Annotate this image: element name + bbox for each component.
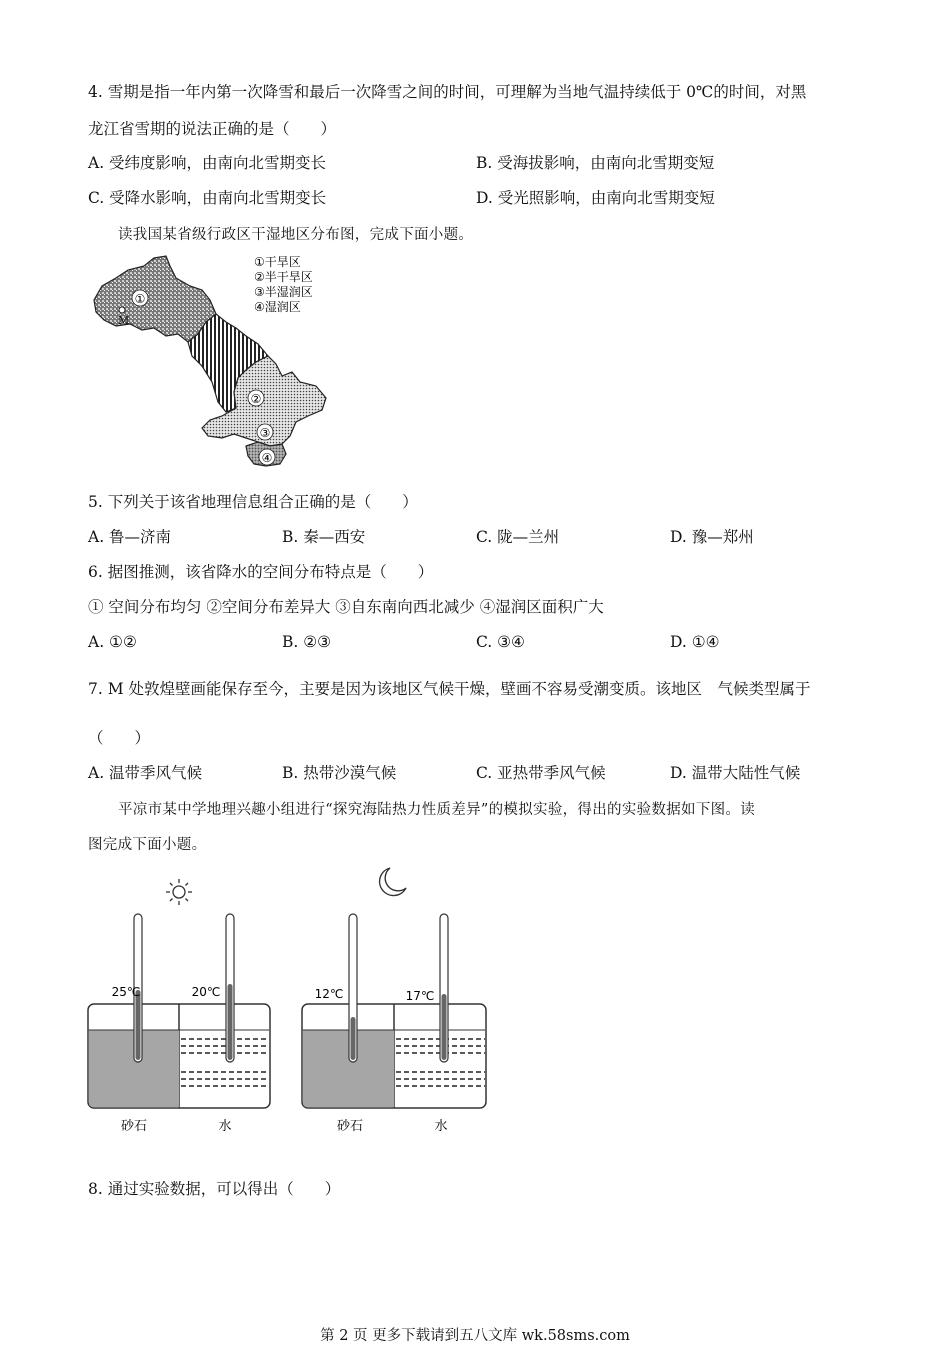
q4-option-b[interactable]: B. 受海拔影响，由南向北雪期变短 <box>476 154 715 172</box>
map-label-arid: ① <box>134 292 146 306</box>
moon-icon <box>380 868 406 896</box>
province-dry-wet-map <box>86 252 346 470</box>
passage-experiment-line1: 平凉市某中学地理兴趣小组进行“探究海陆热力性质差异”的模拟实验，得出的实验数据如下图。读 <box>118 802 756 818</box>
q7-stem-line2: （ ） <box>88 729 151 747</box>
q7-stem-line1: 7. M 处敦煌壁画能保存至今，主要是因为该地区气候干燥，壁画不容易受潮变质。该地区 气候类型属于 <box>88 680 811 698</box>
night-sand-label: 砂石 <box>336 1119 364 1134</box>
night-water-label: 水 <box>434 1119 448 1134</box>
legend-arid: ①干旱区 <box>254 255 301 269</box>
experiment-figure <box>84 862 504 1142</box>
night-sand-temp: 12℃ <box>314 987 344 1001</box>
q4-option-c[interactable]: C. 受降水影响，由南向北雪期变长 <box>88 189 327 207</box>
map-label-m: M <box>118 314 130 327</box>
legend-semi-arid: ②半干旱区 <box>254 270 313 284</box>
day-water-temp: 20℃ <box>191 985 221 999</box>
q4-stem-line2: 龙江省雪期的说法正确的是（ ） <box>88 120 337 138</box>
legend-semi-humid: ③半湿润区 <box>254 285 313 299</box>
q7-option-a[interactable]: A. 温带季风气候 <box>88 764 203 782</box>
region-arid <box>94 256 216 342</box>
map-label-semi-arid: ② <box>250 392 262 406</box>
q6-option-a[interactable]: A. ①② <box>88 633 137 651</box>
passage-map-intro: 读我国某省级行政区干湿地区分布图，完成下面小题。 <box>118 227 474 243</box>
night-water-temp: 17℃ <box>405 989 435 1003</box>
q5-option-c[interactable]: C. 陇—兰州 <box>476 528 560 546</box>
q5-stem: 5. 下列关于该省地理信息组合正确的是（ ） <box>88 493 418 511</box>
q7-option-b[interactable]: B. 热带沙漠气候 <box>282 764 397 782</box>
q4-stem-line1: 4. 雪期是指一年内第一次降雪和最后一次降雪之间的时间，可理解为当地气温持续低于 0℃的时间，对黑 <box>88 83 807 101</box>
night-container <box>302 914 486 1134</box>
page-footer: 第 2 页 更多下载请到五八文库 wk.58sms.com <box>320 1328 630 1344</box>
q4-option-a[interactable]: A. 受纬度影响，由南向北雪期变长 <box>88 154 327 172</box>
sun-icon <box>166 879 192 905</box>
q6-option-d[interactable]: D. ①④ <box>670 633 720 651</box>
map-point-m <box>119 307 125 313</box>
q6-option-b[interactable]: B. ②③ <box>282 633 332 651</box>
q5-option-b[interactable]: B. 秦—西安 <box>282 528 366 546</box>
q5-option-a[interactable]: A. 鲁—济南 <box>88 528 172 546</box>
day-sand-label: 砂石 <box>120 1119 148 1134</box>
q6-option-c[interactable]: C. ③④ <box>476 633 525 651</box>
q7-option-d[interactable]: D. 温带大陆性气候 <box>670 764 801 782</box>
q7-option-c[interactable]: C. 亚热带季风气候 <box>476 764 606 782</box>
map-label-semi-humid: ③ <box>259 426 271 440</box>
q6-statements: ① 空间分布均匀 ②空间分布差异大 ③自东南向西北减少 ④湿润区面积广大 <box>88 598 604 616</box>
map-label-humid: ④ <box>261 451 273 465</box>
q8-stem: 8. 通过实验数据，可以得出（ ） <box>88 1180 341 1198</box>
q4-option-d[interactable]: D. 受光照影响，由南向北雪期变短 <box>476 189 715 207</box>
q6-stem: 6. 据图推测，该省降水的空间分布特点是（ ） <box>88 563 434 581</box>
q5-option-d[interactable]: D. 豫—郑州 <box>670 528 754 546</box>
legend-humid: ④湿润区 <box>254 300 301 314</box>
day-water-label: 水 <box>218 1119 232 1134</box>
day-container <box>88 914 270 1134</box>
day-sand-temp: 25℃ <box>111 985 141 999</box>
passage-experiment-line2: 图完成下面小题。 <box>88 837 207 853</box>
